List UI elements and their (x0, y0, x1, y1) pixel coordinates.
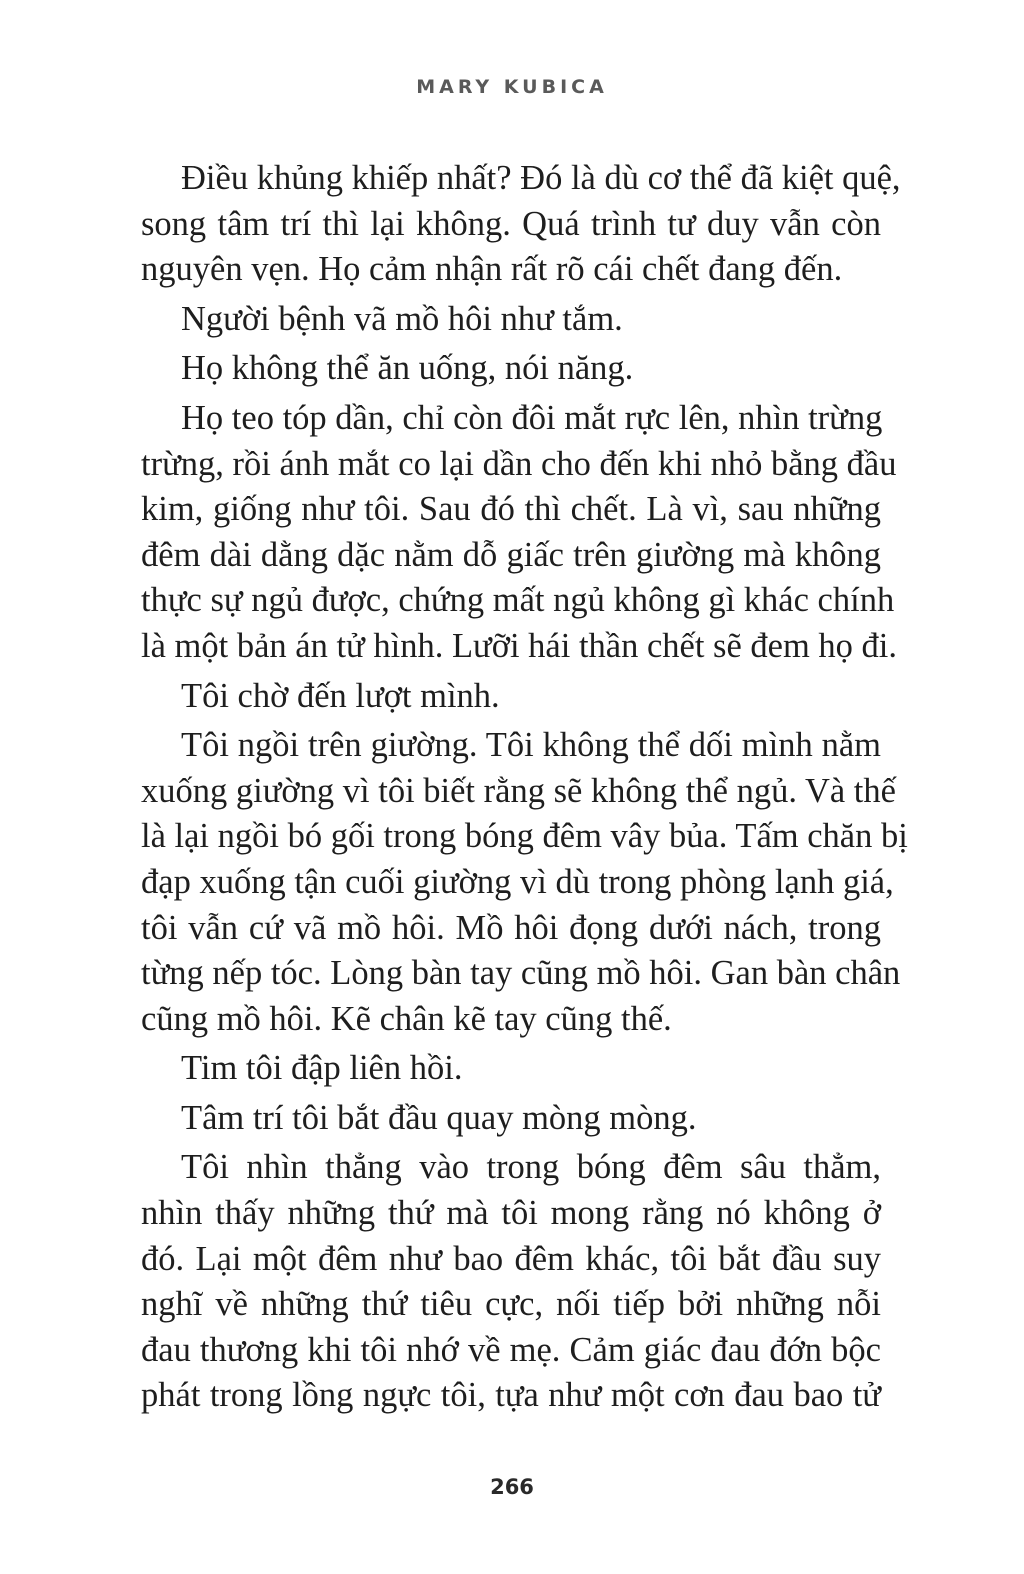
text-line: là một bản án tử hình. Lưỡi hái thần chết sẽ đem họ đi. (141, 626, 898, 665)
text-line: Tôi chờ đến lượt mình. (181, 676, 500, 715)
text-line: song tâm trí thì lại không. Quá trình tư duy vẫn còn (141, 204, 881, 243)
paragraph (141, 723, 908, 1042)
text-line: thực sự ngủ được, chứng mất ngủ không gì khác chính (141, 581, 895, 620)
body-text (141, 156, 908, 1423)
text-line: trừng, rồi ánh mắt co lại dần cho đến khi nhỏ bằng đầu (141, 444, 897, 483)
paragraph (141, 297, 881, 343)
paragraph (141, 1145, 881, 1419)
text-line: Tim tôi đập liên hồi. (181, 1049, 463, 1088)
text-line: phát trong lồng ngực tôi, tựa như một cơn đau bao tử (141, 1376, 881, 1415)
text-line: đau thương khi tôi nhớ về mẹ. Cảm giác đau đớn bộc (141, 1330, 881, 1369)
paragraph (141, 1096, 881, 1142)
text-line: Họ teo tóp dần, chỉ còn đôi mắt rực lên, nhìn trừng (181, 398, 883, 437)
text-line: đó. Lại một đêm như bao đêm khác, tôi bắt đầu suy (141, 1239, 881, 1278)
paragraph (141, 396, 898, 670)
text-line: Tâm trí tôi bắt đầu quay mòng mòng. (181, 1098, 697, 1137)
text-line: Điều khủng khiếp nhất? Đó là dù cơ thể đã kiệt quệ, (181, 159, 901, 197)
paragraph (141, 156, 901, 293)
text-line: cũng mồ hôi. Kẽ chân kẽ tay cũng thế. (141, 999, 672, 1038)
text-line: là lại ngồi bó gối trong bóng đêm vây bủa. Tấm chăn bị (141, 817, 908, 856)
text-line: từng nếp tóc. Lòng bàn tay cũng mồ hôi. Gan bàn chân (141, 954, 901, 993)
page-number: 266 (490, 1475, 534, 1499)
running-header-author: MARY KUBICA (416, 76, 608, 98)
paragraph (141, 346, 881, 392)
text-line: nhìn thấy những thứ mà tôi mong rằng nó không ở (141, 1194, 881, 1233)
text-line: xuống giường vì tôi biết rằng sẽ không thể ngủ. Và thế (141, 771, 896, 810)
text-line: đạp xuống tận cuối giường vì dù trong phòng lạnh giá, (141, 862, 894, 901)
paragraph (141, 1046, 881, 1092)
paragraph (141, 674, 881, 720)
text-line: kim, giống như tôi. Sau đó thì chết. Là vì, sau những (141, 490, 881, 529)
text-line: Họ không thể ăn uống, nói năng. (181, 349, 634, 388)
text-line: Người bệnh vã mồ hôi như tắm. (181, 299, 623, 338)
text-line: tôi vẫn cứ vã mồ hôi. Mồ hôi đọng dưới nách, trong (141, 908, 881, 947)
text-line: đêm dài dằng dặc nằm dỗ giấc trên giường mà không (141, 535, 881, 574)
text-line: Tôi nhìn thẳng vào trong bóng đêm sâu thẳm, (181, 1148, 881, 1187)
text-line: nghĩ về những thứ tiêu cực, nối tiếp bởi những nỗi (141, 1285, 881, 1324)
text-line: Tôi ngồi trên giường. Tôi không thể dối mình nằm (181, 726, 881, 765)
text-line: nguyên vẹn. Họ cảm nhận rất rõ cái chết đang đến. (141, 250, 843, 289)
